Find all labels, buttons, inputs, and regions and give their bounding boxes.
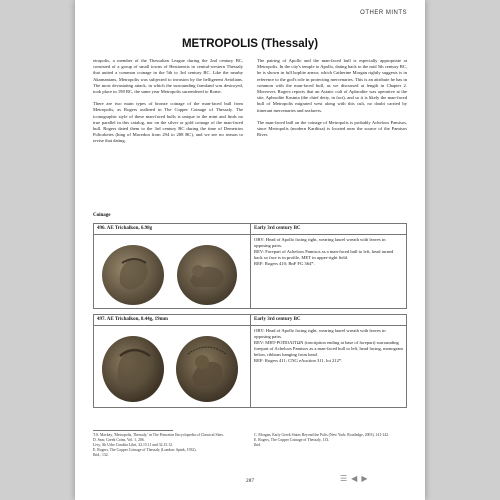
page-number: 287 [245,478,255,484]
running-head: OTHER MINTS [360,10,407,16]
coin-obverse-image [100,334,166,404]
footnote: Livy, Ab Urbe Condita Libri, 32.15.11 and 32.15.12. [93,443,173,447]
page-navigation [340,474,367,483]
page-title: METROPOLIS (Thessaly) [181,38,319,50]
section-heading-coinage: Coinage [93,213,111,218]
footnote: T.S. Mackay, 'Metropolis, Thessaly,' in The Princeton Encyclopedia of Classical Sites. [93,433,224,437]
next-page-icon[interactable]: ▶ [361,474,368,483]
right-column [257,58,407,144]
footnote: E. Rogers, The Copper Coinage of Thessaly (London: Spink, 1932). [93,448,197,452]
entry-header: 496. AE Trichalkon, 6.98g [94,224,251,235]
footnotes-left [93,433,246,458]
coin-images [94,326,251,408]
grid-view-icon[interactable]: ☰ [340,474,348,483]
entry-description: OBV: Head of Apollo facing right, wearing laurel wreath with leaves in opposing pairs. REV: MHT-POΠOΛITΩN (inscription ending at base of forepart) surrounding forepart of Acheloos Pamisos as a man-faced bull to left, head facing, monogram below, ribbons hanging from head. REF: Rogers 411; CNG eAuction 311, lot 212*. [251,326,407,408]
catalog-entry-496 [93,223,407,309]
paragraph: There are two main types of bronze coinage of the man-faced bull from Metropolis, as Rogers outlined in The Copper Coinage of Thessaly. The iconographic style of these man-faced bulls is unique to the mint and finds no true parallel in this catalog, nor on the silver or gold coinage of the man-faced bull. Rogers dated them to the 3rd century BC during the time of Demetrios Poliorketes (king of Macedon from 294 to 288 BC), and we see no reason to revise that dating. [93,101,243,144]
entry-date: Early 3rd century BC [251,224,407,235]
entry-header: 497. AE Trichalkon, 8.44g, 19mm [94,315,251,326]
left-column [93,58,243,151]
footnote-rule [93,430,173,431]
footnote: Ibid. [254,443,262,447]
footnote: C. Morgan, Early Greek States Beyond the Polis (New York: Routledge, 2003), 141-142. [254,433,390,437]
coin-obverse-image [100,243,166,307]
paragraph: The man-faced bull on the coinage of Metropolis is probably Acheloos Pamisos, since Metropolis (modern Karditsa) is located near the source of the Pamisos River. [257,119,407,138]
footnotes-right [254,433,407,458]
coin-images [94,235,251,309]
footnote: D. Sear, Greek Coins, Vol. 1, 206. [93,438,145,442]
paragraph: etropolis, a member of the Thessalian League during the 2nd century BC, consisted of a group of small towns of Hestiaeotis in central-western Thessaly that united a common coinage in the 5th to 3rd century BC. Like the nearby Akarnanians, Metropolis was subjected to invasion by the belligerent Aetolians. The most devastating attack, in which the surrounding farmland was destroyed, took place in 198 BC, the same year Metropolis surrendered to Rome. [93,58,243,95]
coin-reverse-image [174,243,240,307]
footnotes [93,430,407,458]
coin-reverse-image [174,334,240,404]
entry-description: OBV: Head of Apollo facing right, wearing laurel wreath with leaves in opposing pairs. REV: Forepart of Acheloos Pamisos as a man-faced bull to left, head turned back so face is in profile, MET in upper-right field. REF: Rogers 410; BnF FG 364*. [251,235,407,309]
paragraph: The pairing of Apollo and the man-faced bull is especially appropriate at Metropolis. In the city's temple to Apollo, dating back to the mid 5th century BC, he is shown in full hoplite armor, which Catherine Morgan rightly suggests is in reference to the god's role in protecting mercenaries. This is an attribute he has in common with the man-faced bull, as we discussed at length in Chapter 2. Moreover, Rogers reports that an Asiatic cult of Aphrodite was operative at the site, Aphrodite Kastnia (the chief deity, in fact), and so it is likely the man-faced bull of Metropolis migrated west along with this cult, no doubt carried by itinerant mercenaries and seafarers. [257,58,407,113]
entry-date: Early 3rd century BC [251,315,407,326]
footnote: Ibid., 132. [93,453,109,457]
previous-page-icon[interactable]: ◀ [351,474,358,483]
catalog-entry-497 [93,314,407,408]
footnote: E. Rogers, The Copper Coinage of Thessaly, 133. [254,438,330,442]
document-page [75,0,425,500]
